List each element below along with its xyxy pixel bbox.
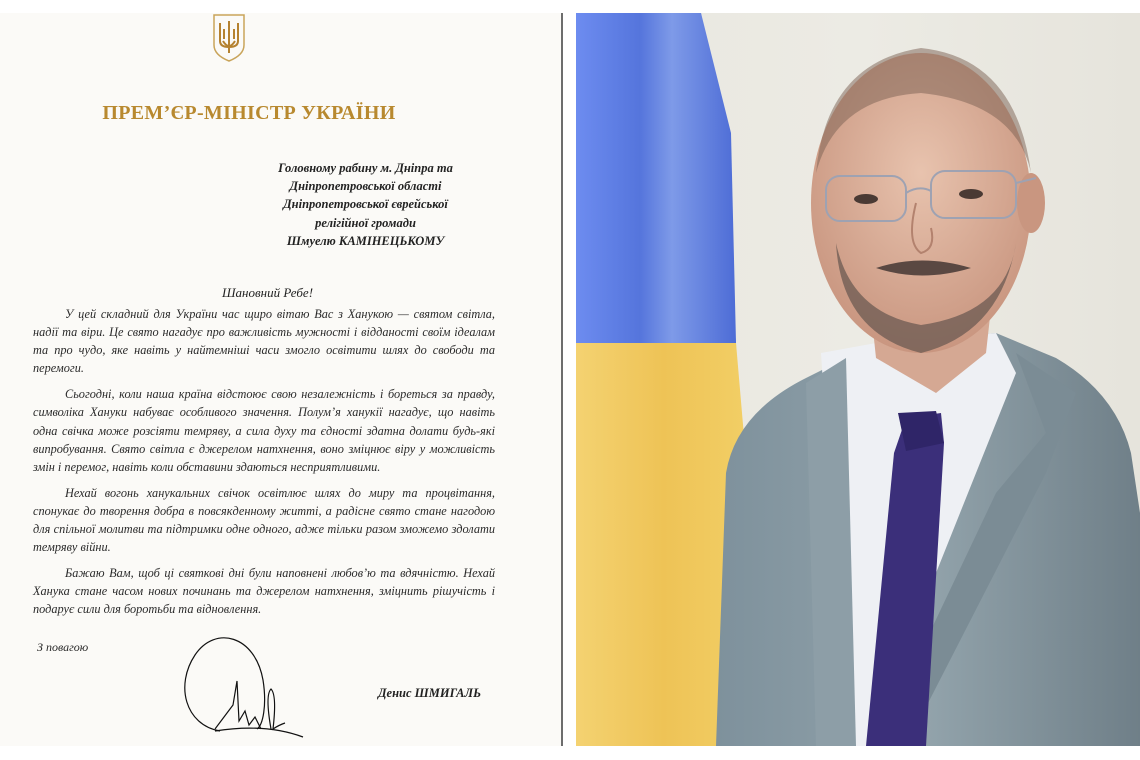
paragraph: У цей складний для України час щиро вітаю Вас з Ханукою — святом світла, надії та віри. Це свято нагадує про важливість мужності і відданості своїм ідеалам та про чудо, яке навіть у найтемніші часи змогло освітити шлях до свободи та перемоги. — [33, 307, 495, 376]
letterhead-title: ПРЕМ’ЄР-МІНІСТР УКРАЇНИ — [102, 102, 396, 124]
addressee-line: Шмуелю КАМІНЕЦЬКОМУ — [286, 233, 445, 248]
addressee-line: релігійної громади — [315, 215, 416, 230]
letter-body — [33, 305, 495, 627]
addressee-block — [238, 159, 493, 250]
salutation: Шановний Ребе! — [221, 285, 314, 300]
ukraine-trident-icon — [210, 13, 248, 63]
portrait-illustration — [576, 13, 1140, 746]
portrait-photo — [576, 13, 1140, 746]
addressee-line: Дніпропетровської єврейської — [283, 197, 448, 212]
addressee-line: Головному рабину м. Дніпра та — [278, 161, 453, 175]
closing: З повагою — [37, 640, 89, 654]
addressee-line: Дніпропетровської області — [289, 179, 442, 194]
paragraph: Нехай вогонь ханукальних свічок освітлює шлях до миру та процвітання, спонукає до творення добра в повсякденному житті, а радісне свято стане нагодою для спільної молитви та підтримки одне одного, адже тільки разом зможемо здолати темряву війни. — [33, 485, 495, 555]
handwritten-signature-icon — [175, 625, 325, 745]
signer-name: Денис ШМИГАЛЬ — [378, 686, 482, 700]
paragraph: Сьогодні, коли наша країна відстоює свою незалежність і бореться за правду, символіка Хануки набуває особливого значення. Полум’я ханукії нагадує, що навіть одна свічка може розсіяти темряву, а сила духу та єдності здатна долати будь-які випробування. Свято світла є джерелом натхнення, воно зміцнює віру у можливість змін і перемог, навіть коли обставини здаються несприятливими. — [33, 387, 495, 474]
prime-minister-letter — [0, 13, 563, 746]
paragraph: Бажаю Вам, щоб ці святкові дні були наповнені любов’ю та вдячністю. Нехай Ханука стане часом нових починань та джерелом натхнення, зміцнить рішучість і подарує сили для боротьби та відновлення. — [33, 566, 495, 617]
